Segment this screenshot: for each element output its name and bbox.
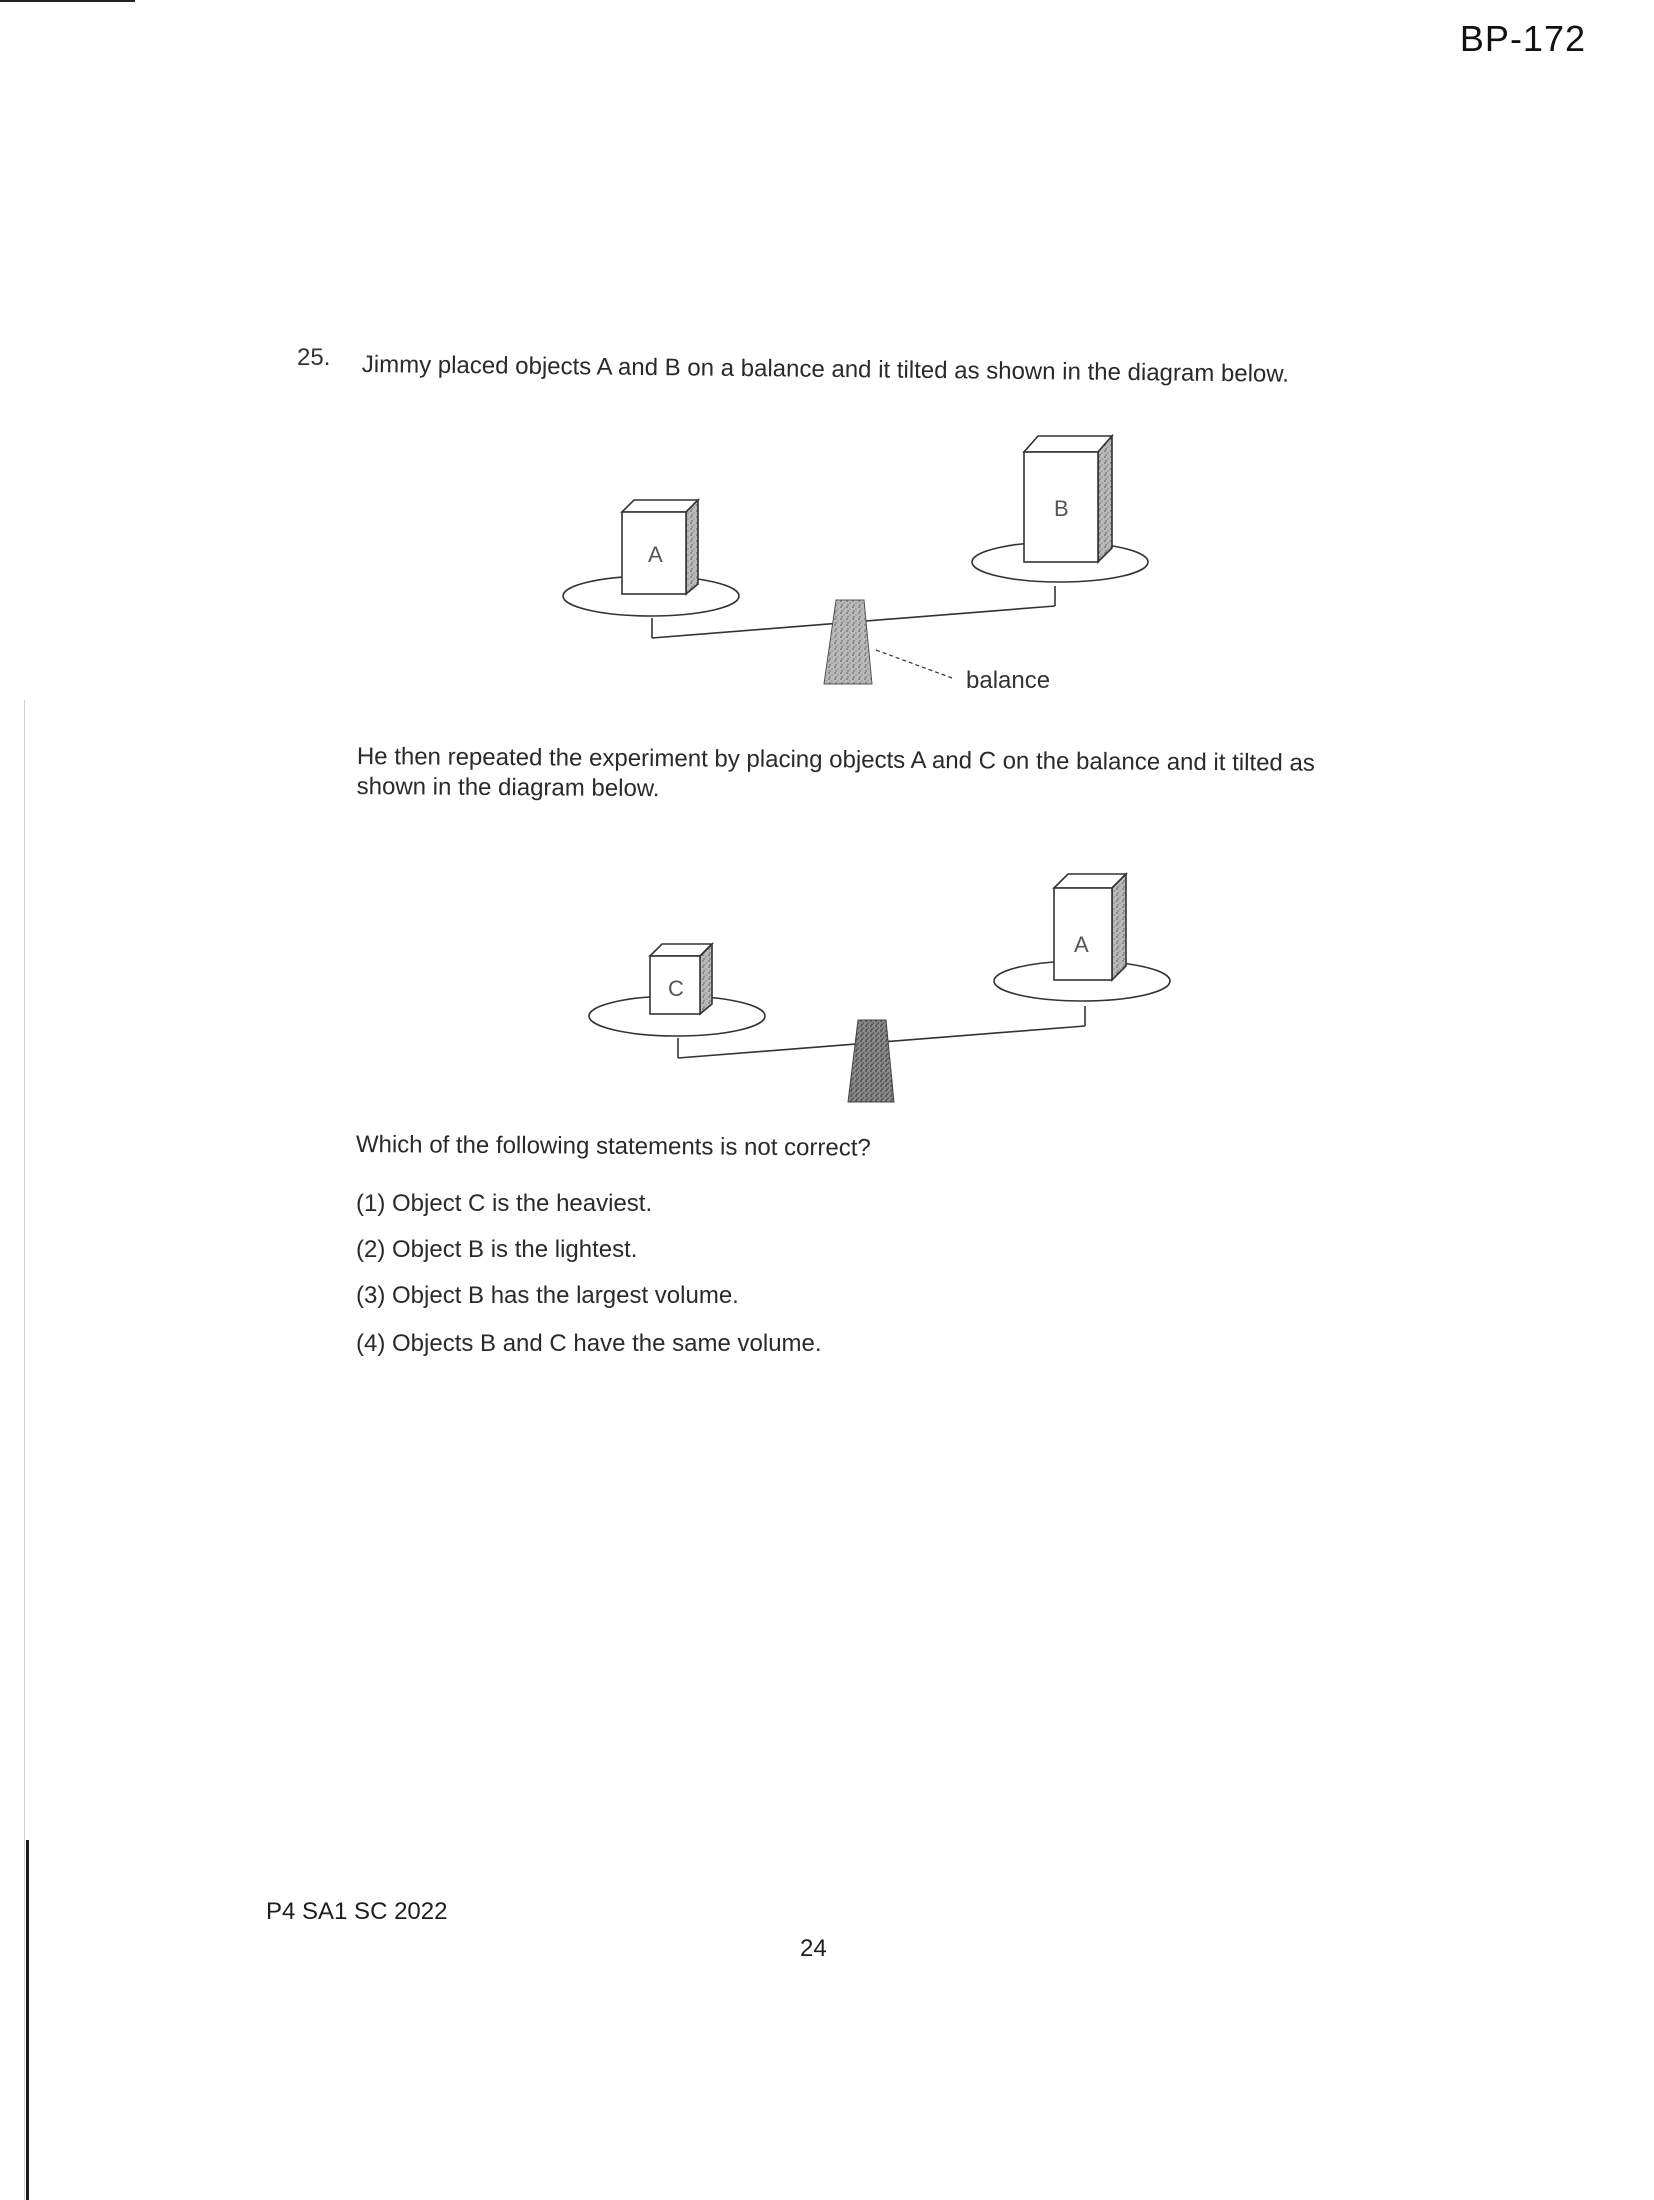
option-1: (1) Object C is the heaviest.	[356, 1190, 653, 1217]
box-b-label: B	[1054, 496, 1069, 521]
box-a-label: A	[648, 542, 663, 567]
question-ask: Which of the following statements is not correct?	[355, 1131, 871, 1162]
box-a-2-label: A	[1074, 932, 1089, 957]
question-intro: Jimmy placed objects A and B on a balance and it tilted as shown in the diagram below.	[361, 350, 1290, 388]
balance-callout-label: balance	[966, 667, 1051, 694]
question-number: 25.	[297, 344, 331, 371]
option-2: (2) Object B is the lightest.	[356, 1236, 638, 1263]
fulcrum-2	[848, 1020, 894, 1102]
box-c-label: C	[668, 976, 684, 1001]
page-number: 24	[800, 1935, 827, 1962]
option-4: (4) Objects B and C have the same volume.	[356, 1330, 822, 1357]
document-code: BP-172	[1459, 18, 1586, 59]
callout-line	[876, 650, 952, 678]
option-3: (3) Object B has the largest volume.	[356, 1282, 739, 1309]
fulcrum-1	[824, 600, 872, 684]
question-intro-2: He then repeated the experiment by placing objects A and C on the balance and it tilted as shown in the diagram below.	[356, 743, 1315, 803]
box-a-2	[1054, 874, 1126, 980]
paper-code: P4 SA1 SC 2022	[266, 1898, 448, 1925]
